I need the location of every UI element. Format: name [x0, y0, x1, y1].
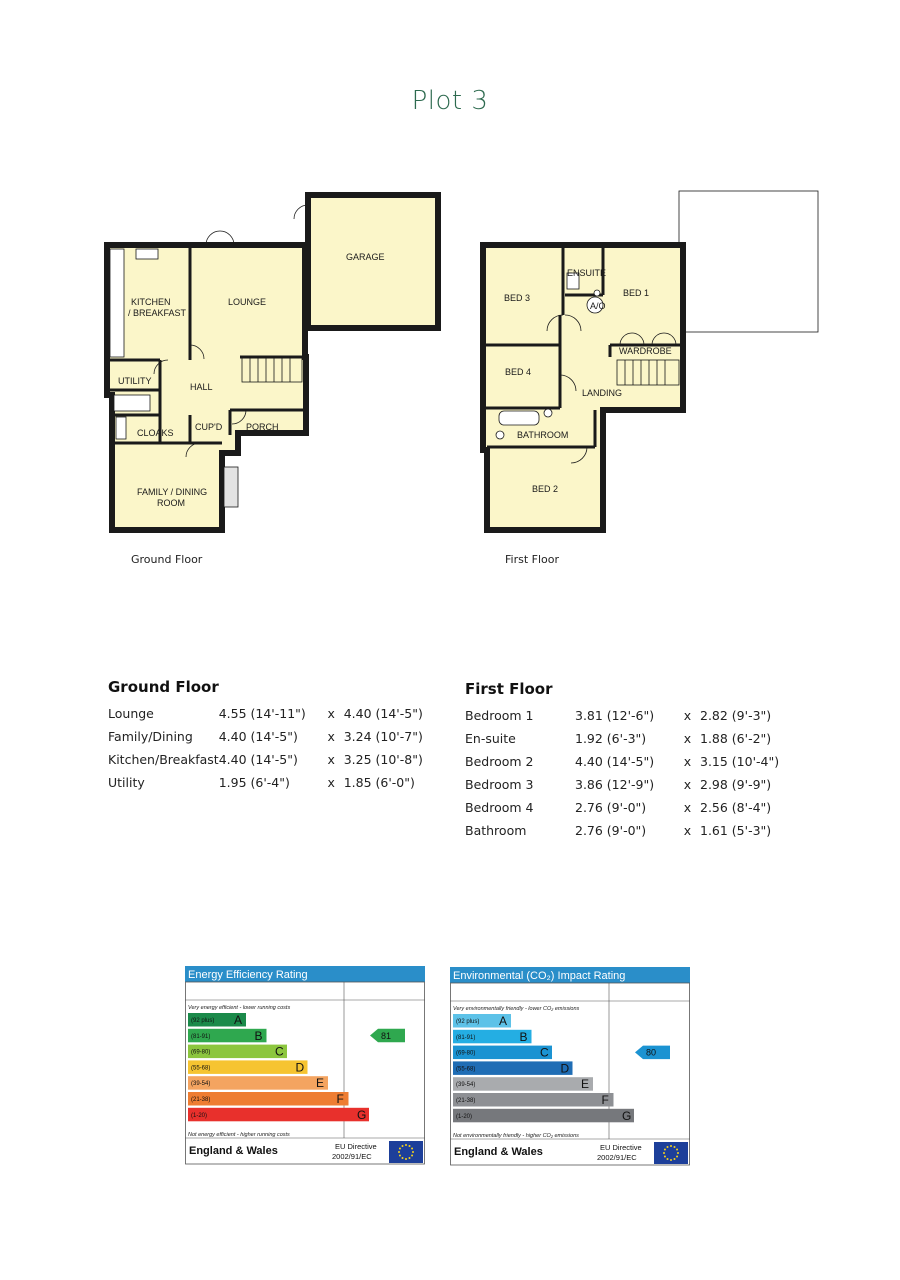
times-sign: x [327, 752, 335, 767]
epc-band-range: (21-38) [456, 1098, 476, 1104]
epc-band-range: (69-80) [456, 1050, 476, 1057]
label-kitchen-2: / BREAKFAST [128, 308, 187, 318]
label-bathroom: BATHROOM [517, 430, 569, 440]
measure-1: 1.92 (6'-3") [575, 731, 647, 746]
dimension-row [465, 796, 779, 819]
epc-band-letter: B [254, 1028, 263, 1043]
epc-band-letter: F [601, 1093, 609, 1107]
epc-band-range: (1-20) [456, 1113, 473, 1120]
environmental-impact-chart [450, 967, 690, 1167]
label-kitchen-1: KITCHEN [131, 297, 171, 307]
dimension-row [465, 727, 779, 750]
label-wardrobe: WARDROBE [619, 346, 672, 356]
epc-band-letter: B [519, 1029, 528, 1044]
label-utility: UTILITY [118, 376, 152, 386]
label-bed1: BED 1 [623, 288, 650, 298]
ground-dimensions-table [108, 702, 423, 794]
times-sign: x [683, 754, 692, 769]
room-name: Family/Dining [108, 729, 193, 744]
label-landing: LANDING [582, 388, 623, 398]
measure-2: 3.15 (10'-4") [700, 754, 780, 769]
epc-band-g [188, 1108, 369, 1122]
epc-band-range: (39-54) [191, 1081, 211, 1088]
measure-2: 1.61 (5'-3") [700, 823, 772, 838]
epc-band-letter: A [499, 1014, 508, 1028]
measure-1: 3.86 (12'-9") [575, 777, 655, 792]
dimension-row [465, 704, 779, 727]
room-name: Bedroom 3 [465, 777, 534, 792]
label-bed4: BED 4 [505, 367, 532, 377]
energy-efficiency-chart [185, 966, 425, 1166]
measure-2: 1.88 (6'-2") [700, 731, 772, 746]
environmental-impact-graphic [450, 967, 690, 1167]
label-lounge: LOUNGE [228, 297, 267, 307]
epc-directive-2: 2002/91/EC [597, 1153, 637, 1162]
epc-band-range: (39-54) [456, 1082, 476, 1089]
epc-top-note: Very energy efficient - lower running costs [188, 1005, 291, 1011]
label-ensuite: ENSUITE [567, 268, 607, 278]
label-hall: HALL [190, 382, 213, 392]
measure-1: 2.76 (9'-0") [575, 823, 647, 838]
epc-directive-2: 2002/91/EC [332, 1152, 372, 1161]
label-garage: GARAGE [346, 252, 385, 262]
epc-band-letter: F [336, 1092, 344, 1106]
energy-efficiency-graphic [185, 966, 425, 1166]
epc-band-range: (81-91) [191, 1033, 211, 1040]
epc-band-letter: D [560, 1061, 570, 1076]
times-sign: x [327, 775, 335, 790]
label-family-2: ROOM [157, 498, 185, 508]
epc-title: Energy Efficiency Rating [188, 969, 308, 981]
dimension-row [108, 725, 423, 748]
epc-band-letter: D [295, 1060, 305, 1075]
label-bed3: BED 3 [504, 293, 531, 303]
times-sign: x [683, 708, 692, 723]
ground-dimensions-heading: Ground Floor [108, 678, 219, 696]
measure-1: 3.81 (12'-6") [575, 708, 655, 723]
measure-1: 4.40 (14'-5") [218, 752, 298, 767]
epc-band-range: (92 plus) [191, 1018, 215, 1024]
epc-directive-1: EU Directive [600, 1143, 642, 1152]
room-name: Bedroom 2 [465, 754, 534, 769]
epc-band-range: (92 plus) [456, 1019, 480, 1025]
dimension-row [108, 748, 423, 771]
page-title: Plot 3 [411, 86, 489, 116]
ground-floor-drawing [100, 185, 450, 545]
room-name: Bathroom [465, 823, 527, 838]
times-sign: x [683, 777, 692, 792]
label-family-1: FAMILY / DINING [137, 487, 208, 497]
epc-band-range: (21-38) [191, 1097, 211, 1103]
epc-band-range: (69-80) [191, 1049, 211, 1056]
epc-region: England & Wales [189, 1145, 278, 1157]
room-name: Kitchen/Breakfast [108, 752, 219, 767]
epc-band-letter: A [234, 1013, 243, 1027]
ground-floor-dimensions [108, 678, 423, 794]
dimension-row [108, 702, 423, 725]
measure-2: 2.82 (9'-3") [700, 708, 772, 723]
times-sign: x [683, 823, 692, 838]
measure-2: 3.24 (10'-7") [343, 729, 423, 744]
label-cloaks: CLOAKS [137, 428, 174, 438]
ground-floor-caption: Ground Floor [131, 553, 203, 566]
measure-2: 3.25 (10'-8") [343, 752, 423, 767]
measure-1: 4.55 (14'-11") [218, 706, 306, 721]
measure-2: 2.56 (8'-4") [700, 800, 772, 815]
epc-band-letter: G [622, 1108, 632, 1123]
measure-1: 4.40 (14'-5") [218, 729, 298, 744]
epc-current-value: 81 [381, 1030, 392, 1041]
epc-directive-1: EU Directive [335, 1142, 377, 1151]
room-name: Bedroom 4 [465, 800, 534, 815]
epc-band-f [453, 1093, 614, 1107]
epc-band-range: (55-68) [456, 1066, 476, 1073]
label-cupd: CUP'D [195, 422, 223, 432]
times-sign: x [327, 706, 335, 721]
times-sign: x [327, 729, 335, 744]
first-floor-dimensions [465, 680, 779, 842]
room-name: Lounge [108, 706, 154, 721]
measure-1: 4.40 (14'-5") [575, 754, 655, 769]
epc-band-g [453, 1109, 634, 1123]
epc-band-f [188, 1092, 349, 1106]
measure-1: 1.95 (6'-4") [218, 775, 290, 790]
epc-title: Environmental (CO₂) Impact Rating [453, 970, 626, 982]
epc-band-range: (81-91) [456, 1034, 476, 1041]
times-sign: x [683, 800, 692, 815]
epc-band-range: (55-68) [191, 1065, 211, 1072]
epc-region: England & Wales [454, 1146, 543, 1158]
room-name: Bedroom 1 [465, 708, 534, 723]
epc-bottom-note: Not energy efficient - higher running costs [188, 1132, 290, 1138]
epc-band-letter: C [540, 1045, 549, 1060]
ground-floor-plan [100, 185, 450, 545]
epc-top-note: Very environmentally friendly - lower CO₂ emissions [453, 1006, 580, 1012]
label-ao: A/O [590, 301, 606, 311]
measure-2: 1.85 (6'-0") [343, 775, 415, 790]
measure-2: 2.98 (9'-9") [700, 777, 772, 792]
measure-2: 4.40 (14'-5") [343, 706, 423, 721]
room-name: En-suite [465, 731, 516, 746]
epc-current-value: 80 [646, 1047, 657, 1058]
epc-band-range: (1-20) [191, 1112, 208, 1119]
dimension-row [465, 773, 779, 796]
first-floor-caption: First Floor [505, 553, 560, 566]
measure-1: 2.76 (9'-0") [575, 800, 647, 815]
epc-bottom-note: Not environmentally friendly - higher CO₂ emissions [453, 1133, 579, 1139]
first-dimensions-heading: First Floor [465, 680, 553, 698]
label-porch: PORCH [246, 422, 279, 432]
dimension-row [465, 819, 779, 842]
epc-band-letter: E [316, 1076, 325, 1091]
first-dimensions-table [465, 704, 779, 842]
epc-band-letter: E [581, 1077, 590, 1092]
label-bed2: BED 2 [532, 484, 559, 494]
dimension-row [465, 750, 779, 773]
room-name: Utility [108, 775, 145, 790]
dimension-row [108, 771, 423, 794]
first-floor-plan [475, 185, 825, 545]
epc-band-letter: C [275, 1044, 284, 1059]
times-sign: x [683, 731, 692, 746]
garage-roof-outline [679, 191, 818, 332]
first-floor-drawing [475, 185, 825, 545]
epc-band-letter: G [357, 1107, 367, 1122]
